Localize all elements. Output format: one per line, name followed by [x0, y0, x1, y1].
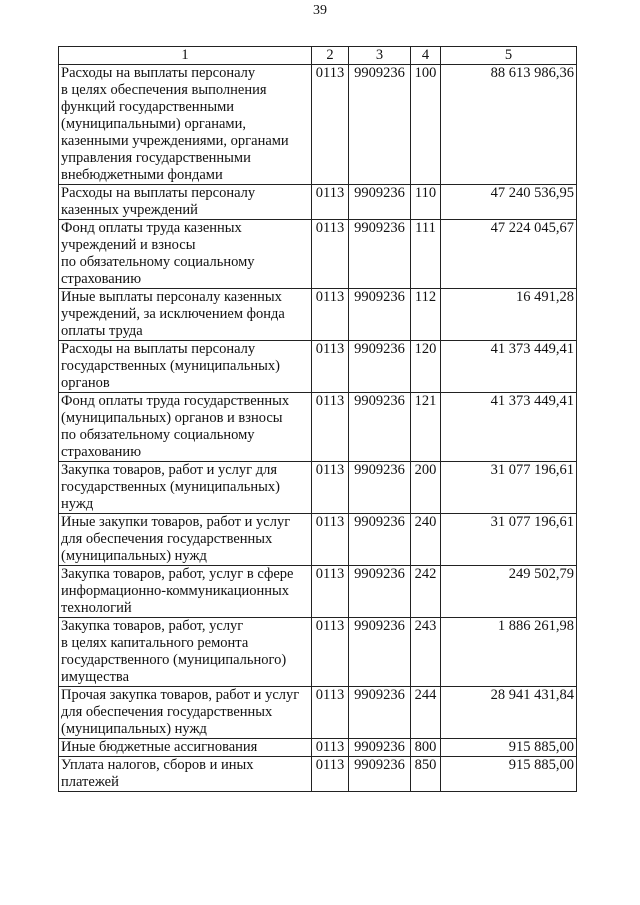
target-article-code: 9909236	[349, 514, 411, 566]
target-article-code: 9909236	[349, 739, 411, 757]
amount: 915 885,00	[441, 739, 577, 757]
expense-type-code: 121	[411, 393, 441, 462]
expense-name-line: Фонд оплаты труда казенных	[61, 220, 242, 236]
expense-name	[59, 220, 312, 289]
expense-type-code: 100	[411, 65, 441, 185]
expense-name-line: казенных учреждений	[61, 202, 198, 218]
expense-name-line: в целях обеспечения выполнения	[61, 82, 267, 98]
expense-name-line: (муниципальных) нужд	[61, 548, 207, 564]
expense-name-line: Расходы на выплаты персоналу	[61, 65, 256, 81]
amount: 28 941 431,84	[441, 687, 577, 739]
expense-name	[59, 185, 312, 220]
amount: 41 373 449,41	[441, 393, 577, 462]
target-article-code: 9909236	[349, 566, 411, 618]
expense-type-code: 120	[411, 341, 441, 393]
expense-name-line: (муниципальных) нужд	[61, 721, 207, 737]
expense-type-code: 112	[411, 289, 441, 341]
expense-name-line: Прочая закупка товаров, работ и услуг	[61, 687, 300, 703]
section-code: 0113	[312, 687, 349, 739]
table-row	[59, 185, 577, 220]
section-code: 0113	[312, 341, 349, 393]
table-row	[59, 462, 577, 514]
expense-name	[59, 739, 312, 757]
expense-name-line: государственных (муниципальных)	[61, 358, 280, 374]
expense-name-line: управления государственными	[61, 150, 251, 166]
expense-name	[59, 341, 312, 393]
expense-type-code: 240	[411, 514, 441, 566]
expense-name-line: для обеспечения государственных	[61, 704, 273, 720]
section-code: 0113	[312, 393, 349, 462]
column-header-5: 5	[441, 47, 577, 65]
column-header-3: 3	[349, 47, 411, 65]
expense-type-code: 800	[411, 739, 441, 757]
expense-name-line: Закупка товаров, работ и услуг для	[61, 462, 278, 478]
target-article-code: 9909236	[349, 757, 411, 792]
section-code: 0113	[312, 220, 349, 289]
page-number: 39	[313, 3, 327, 18]
table-row	[59, 514, 577, 566]
target-article-code: 9909236	[349, 220, 411, 289]
amount: 249 502,79	[441, 566, 577, 618]
expense-name-line: по обязательному социальному	[61, 427, 255, 443]
expense-name-line: имущества	[61, 669, 130, 685]
expense-name	[59, 514, 312, 566]
expense-name-line: оплаты труда	[61, 323, 143, 339]
expense-name	[59, 462, 312, 514]
expense-name-line: Расходы на выплаты персоналу	[61, 185, 256, 201]
header-row	[59, 47, 577, 65]
section-code: 0113	[312, 618, 349, 687]
expense-type-code: 200	[411, 462, 441, 514]
target-article-code: 9909236	[349, 462, 411, 514]
expense-name-line: государственных (муниципальных)	[61, 479, 280, 495]
section-code: 0113	[312, 514, 349, 566]
expense-name-line: нужд	[61, 496, 94, 512]
expense-name-line: учреждений, за исключением фонда	[61, 306, 285, 322]
amount: 31 077 196,61	[441, 514, 577, 566]
expense-name-line: органов	[61, 375, 110, 391]
target-article-code: 9909236	[349, 289, 411, 341]
table-row	[59, 289, 577, 341]
expense-name-line: в целях капитального ремонта	[61, 635, 249, 651]
expense-name-line: Иные выплаты персоналу казенных	[61, 289, 282, 305]
expense-name-line: Иные бюджетные ассигнования	[61, 739, 258, 755]
expense-name	[59, 393, 312, 462]
target-article-code: 9909236	[349, 341, 411, 393]
target-article-code: 9909236	[349, 185, 411, 220]
expense-type-code: 242	[411, 566, 441, 618]
expense-name-line: по обязательному социальному	[61, 254, 255, 270]
amount: 16 491,28	[441, 289, 577, 341]
expense-name-line: Расходы на выплаты персоналу	[61, 341, 256, 357]
expense-name-line: функций государственными	[61, 99, 235, 115]
amount: 915 885,00	[441, 757, 577, 792]
table-body	[59, 65, 577, 792]
section-code: 0113	[312, 739, 349, 757]
expense-type-code: 243	[411, 618, 441, 687]
expense-type-code: 111	[411, 220, 441, 289]
expense-name	[59, 687, 312, 739]
table-row	[59, 341, 577, 393]
target-article-code: 9909236	[349, 393, 411, 462]
column-header-2: 2	[312, 47, 349, 65]
expense-type-code: 244	[411, 687, 441, 739]
expense-name-line: Закупка товаров, работ, услуг	[61, 618, 244, 634]
expense-name-line: (муниципальных) органов и взносы	[61, 410, 283, 426]
section-code: 0113	[312, 757, 349, 792]
table-row	[59, 65, 577, 185]
expense-name-line: Закупка товаров, работ, услуг в сфере	[61, 566, 294, 582]
expense-name-line: (муниципальными) органами,	[61, 116, 246, 132]
table-row	[59, 220, 577, 289]
amount: 47 240 536,95	[441, 185, 577, 220]
expense-name-line: Уплата налогов, сборов и иных	[61, 757, 254, 773]
table-row	[59, 566, 577, 618]
expense-type-code: 110	[411, 185, 441, 220]
column-header-1: 1	[59, 47, 312, 65]
expense-name	[59, 289, 312, 341]
expense-name-line: казенными учреждениями, органами	[61, 133, 289, 149]
table-row	[59, 739, 577, 757]
expense-name-line: Фонд оплаты труда государственных	[61, 393, 290, 409]
expense-name-line: информационно-коммуникационных	[61, 583, 290, 599]
table-row	[59, 687, 577, 739]
expense-name-line: платежей	[61, 774, 119, 790]
expense-name-line: внебюджетными фондами	[61, 167, 223, 183]
expense-name-line: страхованию	[61, 271, 142, 287]
table-row	[59, 757, 577, 792]
expense-name-line: учреждений и взносы	[61, 237, 196, 253]
target-article-code: 9909236	[349, 65, 411, 185]
table-row	[59, 393, 577, 462]
expense-name	[59, 618, 312, 687]
expense-name	[59, 566, 312, 618]
expense-name-line: Иные закупки товаров, работ и услуг	[61, 514, 291, 530]
table-header	[59, 47, 577, 65]
table-row	[59, 618, 577, 687]
expense-name-line: страхованию	[61, 444, 142, 460]
section-code: 0113	[312, 185, 349, 220]
budget-table	[58, 46, 577, 792]
amount: 1 886 261,98	[441, 618, 577, 687]
target-article-code: 9909236	[349, 618, 411, 687]
expense-type-code: 850	[411, 757, 441, 792]
expense-name	[59, 757, 312, 792]
section-code: 0113	[312, 566, 349, 618]
expense-name-line: технологий	[61, 600, 132, 616]
target-article-code: 9909236	[349, 687, 411, 739]
section-code: 0113	[312, 462, 349, 514]
amount: 88 613 986,36	[441, 65, 577, 185]
amount: 41 373 449,41	[441, 341, 577, 393]
expense-name-line: для обеспечения государственных	[61, 531, 273, 547]
expense-name	[59, 65, 312, 185]
expense-name-line: государственного (муниципального)	[61, 652, 287, 668]
section-code: 0113	[312, 289, 349, 341]
amount: 47 224 045,67	[441, 220, 577, 289]
amount: 31 077 196,61	[441, 462, 577, 514]
section-code: 0113	[312, 65, 349, 185]
column-header-4: 4	[411, 47, 441, 65]
